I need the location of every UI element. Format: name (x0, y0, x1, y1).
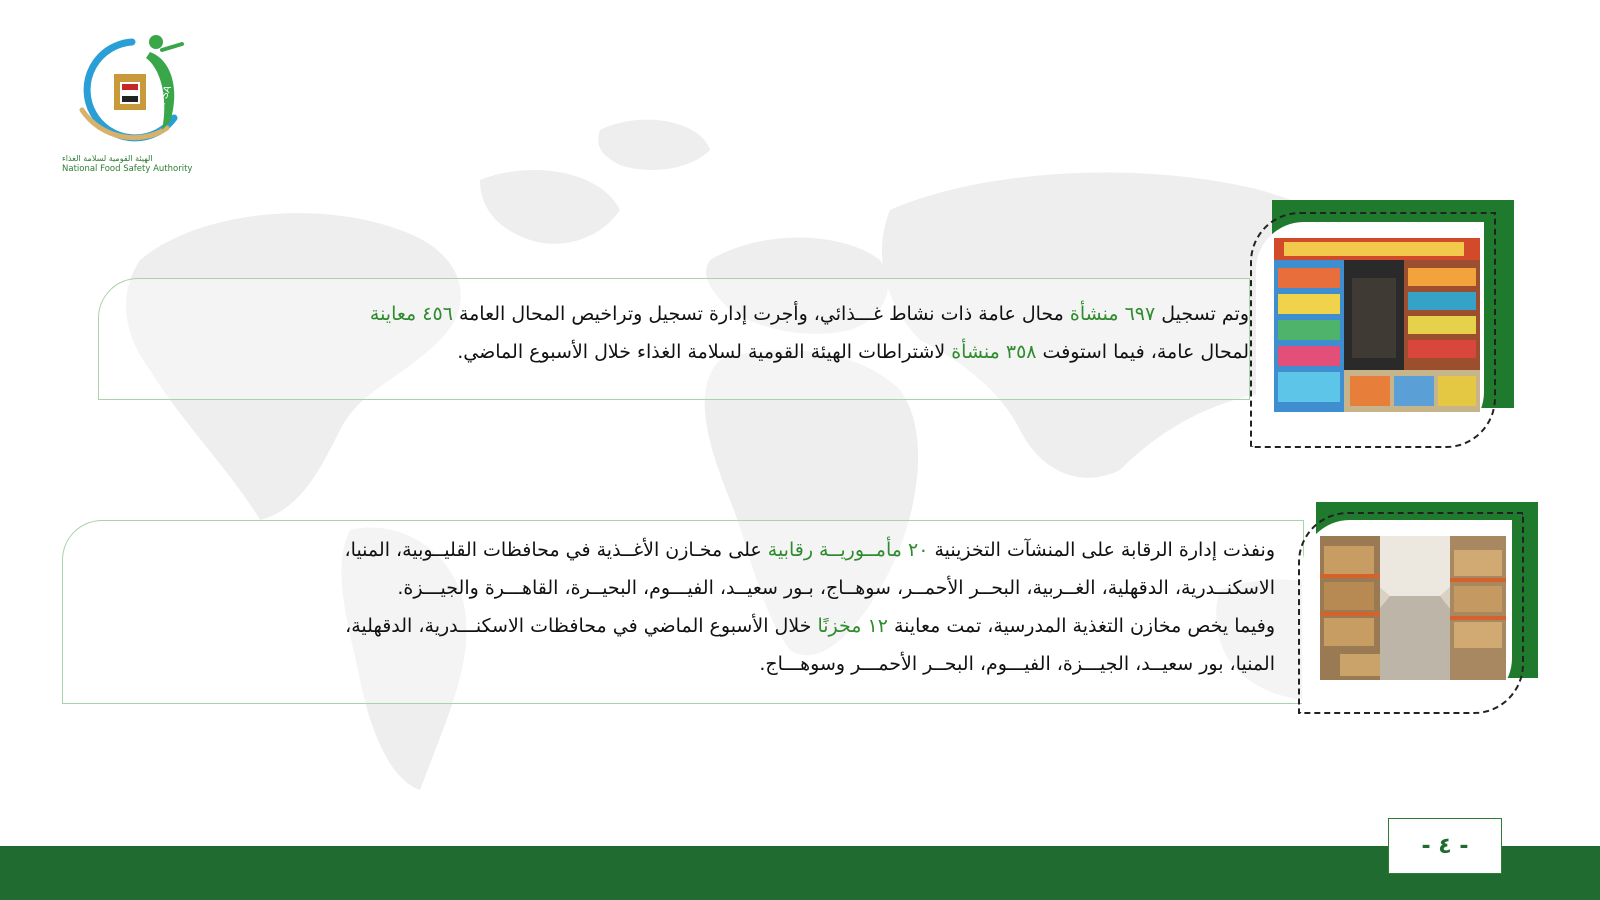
shop-photo-frame (1248, 198, 1516, 450)
compliant-count: ٣٥٨ منشأة (951, 341, 1037, 363)
registration-line-1: وتم تسجيل ٦٩٧ منشأة محال عامة ذات نشاط غـــذائي، وأجرت إدارة تسجيل وتراخيص المحال العامة ٤٥٦ معاينة (369, 303, 1249, 325)
footer-bar (0, 846, 1600, 900)
page-number: - ٤ - (1388, 818, 1502, 874)
storage-line-4: المنيا، بور سعيــد، الجيـــزة، الفيـــوم، البحــر الأحمـــر وسوهـــاج. (759, 653, 1275, 675)
nfsa-logo (62, 30, 202, 180)
registered-count: ٦٩٧ منشأة (1069, 303, 1156, 325)
registration-line-2: لمحال عامة، فيما استوفت ٣٥٨ منشأة لاشتراطات الهيئة القومية لسلامة الغذاء خلال الأسبوع الماضي. (457, 341, 1249, 363)
warehouse-photo-frame (1296, 500, 1540, 716)
warehouse-photo (1320, 536, 1506, 680)
storage-line-2: الاسكنــدرية، الدقهلية، الغــربية، البحــر الأحمــر، سوهــاج، بـور سعيــد، الفيـــوم، البحيــرة، القاهـــرة والجيـــزة. (397, 577, 1275, 599)
missions-count: ٢٠ مأمــوريــة رقابية (767, 539, 929, 561)
logo-letters: NFSA (154, 84, 174, 114)
inspection-count: ٤٥٦ معاينة (369, 303, 453, 325)
storage-inspection-card (62, 520, 1304, 704)
logo-name-arabic: الهيئة القومية لسلامة الغذاء (62, 154, 153, 163)
registration-summary-card (98, 278, 1250, 400)
nfsa-emblem-icon (62, 30, 202, 152)
storage-line-3: وفيما يخص مخازن التغذية المدرسية، تمت معاينة ١٢ مخزنًا خلال الأسبوع الماضي في محافظات الاسكنـــدرية، الدقهلية، (345, 615, 1275, 637)
grocery-shop-photo (1274, 238, 1480, 412)
storage-line-1: ونفذت إدارة الرقابة على المنشآت التخزينية ٢٠ مأمــوريــة رقابية على مخـازن الأغــذية في محافظات القليــوبية، المنيا، (344, 539, 1275, 561)
logo-name-english: National Food Safety Authority (62, 164, 193, 174)
warehouses-count: ١٢ مخزنًا (817, 615, 888, 637)
